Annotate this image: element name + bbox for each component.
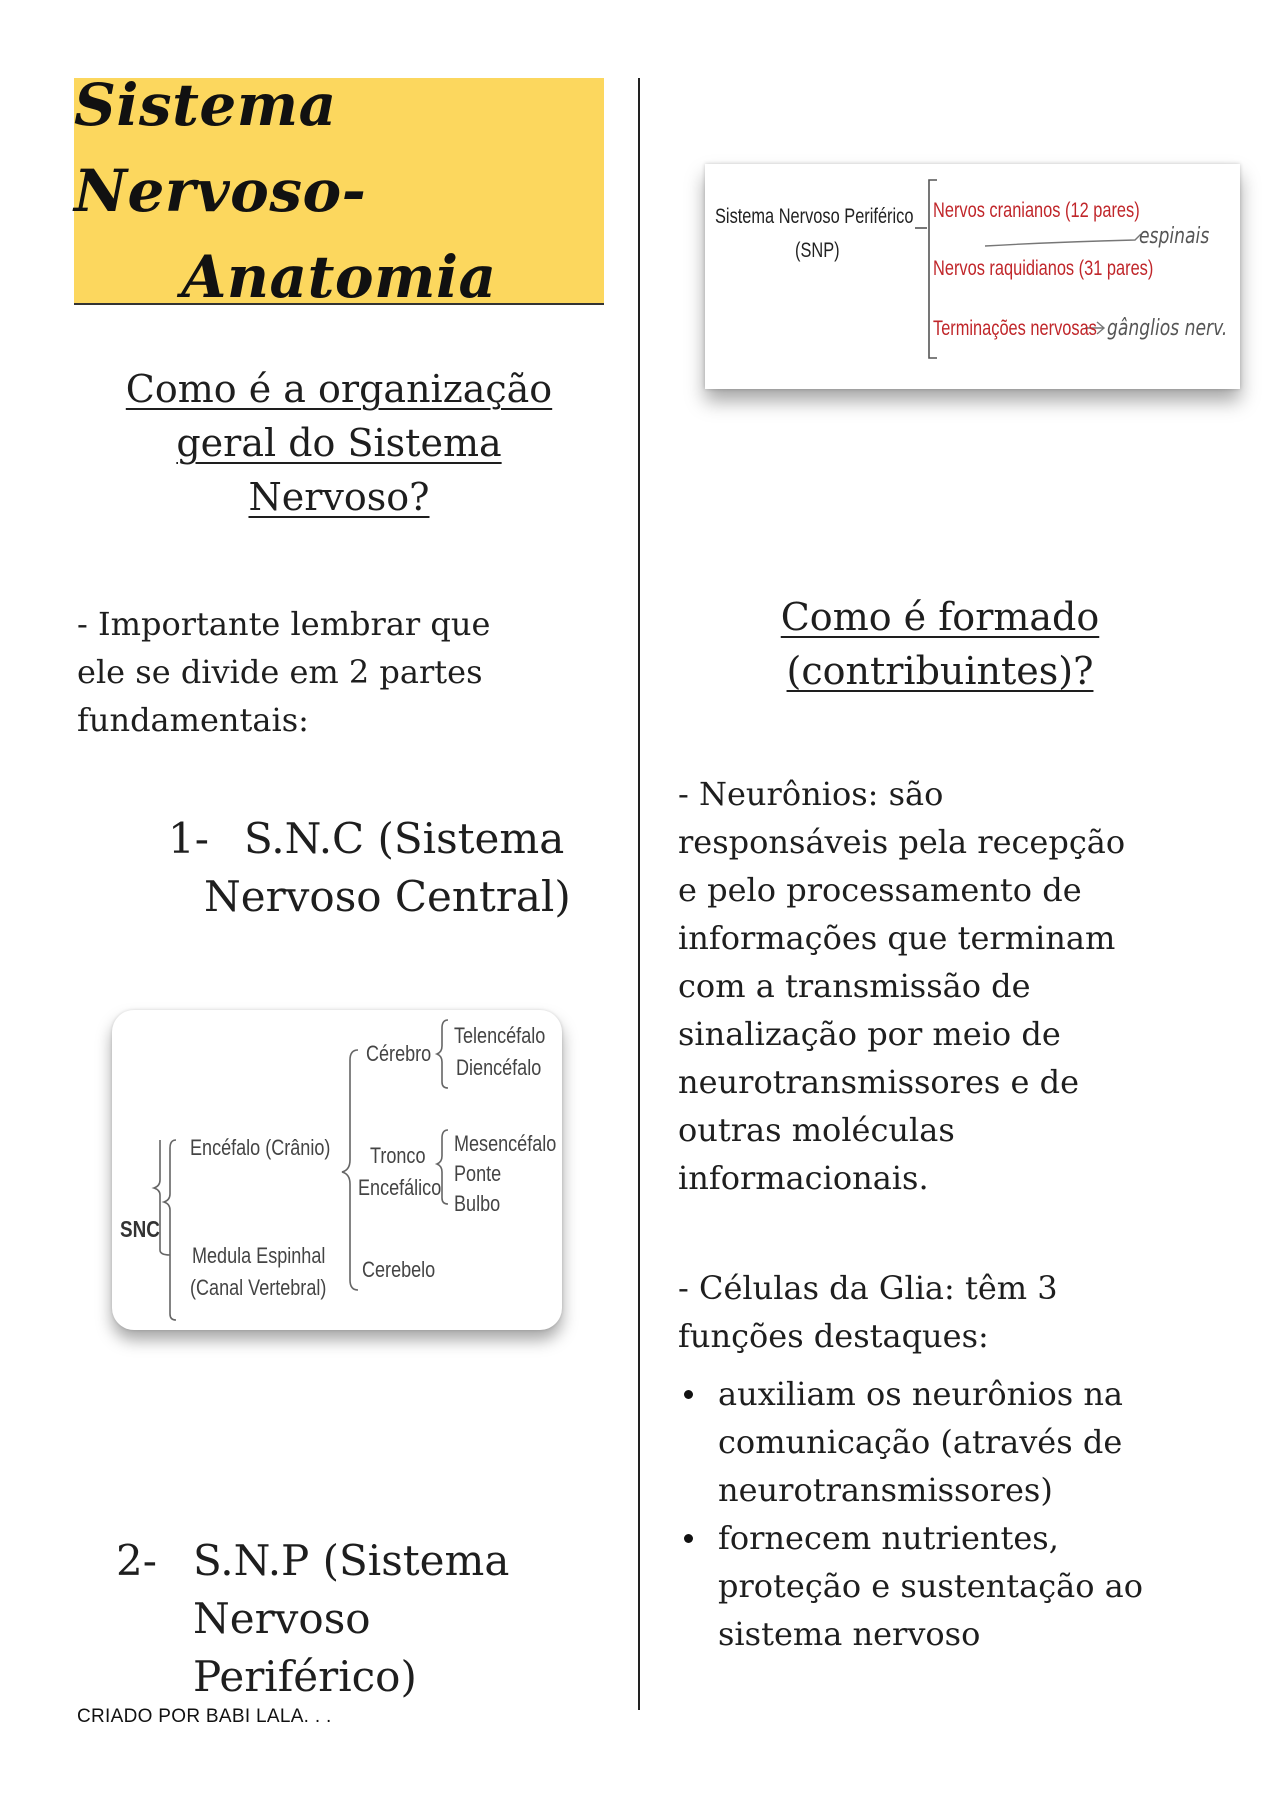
glia-function-item xyxy=(678,1370,1268,1514)
left-question-line-2: geral do Sistema xyxy=(176,421,502,465)
left-question-line-1: Como é a organização xyxy=(125,367,553,411)
column-divider xyxy=(638,78,640,1710)
item-1-number: 1- xyxy=(168,814,209,863)
footer-credit: CRIADO POR BABI LALA. . . xyxy=(77,1706,332,1727)
bullet-1-line-1: auxiliam os neurônios na xyxy=(718,1375,1123,1413)
intro-line-3: fundamentais: xyxy=(77,701,309,739)
item-1-line-2: Nervoso Central) xyxy=(204,872,571,921)
neuronios-line-4: informações que terminam xyxy=(678,919,1116,957)
snc-diencefalo: Diencéfalo xyxy=(456,1055,542,1080)
glia-paragraph xyxy=(678,1264,1258,1360)
snp-terminacoes: Terminações nervosas xyxy=(933,317,1097,340)
snp-raquidianos: Nervos raquidianos (31 pares) xyxy=(933,257,1154,280)
neuronios-line-1: - Neurônios: são xyxy=(678,775,944,813)
snc-cerebro: Cérebro xyxy=(366,1041,432,1066)
intro-line-2: ele se divide em 2 partes xyxy=(77,653,483,691)
neuronios-paragraph xyxy=(678,770,1258,1202)
bullet-2-line-1: fornecem nutrientes, xyxy=(718,1519,1059,1557)
snc-encefalo: Encéfalo (Crânio) xyxy=(190,1135,331,1160)
bullet-1-line-2: comunicação (através de xyxy=(718,1423,1123,1461)
bracket-encefalo-group xyxy=(342,1050,358,1290)
item-2-line-3: Periférico) xyxy=(193,1652,417,1701)
item-2-line-2: Nervoso xyxy=(193,1594,371,1643)
snc-ponte: Ponte xyxy=(454,1161,502,1186)
neuronios-line-6: sinalização por meio de xyxy=(678,1015,1061,1053)
snp-diagram xyxy=(705,164,1240,389)
snc-root-label: SNC xyxy=(120,1216,160,1242)
item-2-number: 2- xyxy=(116,1536,157,1585)
snp-note-espinais: espinais xyxy=(1139,224,1210,249)
intro-paragraph xyxy=(77,600,617,744)
neuronios-line-5: com a transmissão de xyxy=(678,967,1031,1005)
snc-medula-1: Medula Espinhal xyxy=(192,1243,326,1268)
espinais-arrow xyxy=(985,234,1141,246)
snc-tronco-2: Encefálico xyxy=(358,1175,442,1200)
neuronios-line-8: outras moléculas xyxy=(678,1111,955,1149)
snp-root-line-2: (SNP) xyxy=(795,239,840,262)
snp-root-line-1: Sistema Nervoso Periférico xyxy=(715,205,914,228)
neuronios-line-3: e pelo processamento de xyxy=(678,871,1082,909)
snc-tronco-1: Tronco xyxy=(370,1143,426,1168)
snc-cerebelo: Cerebelo xyxy=(362,1257,436,1282)
glia-line-2: funções destaques: xyxy=(678,1317,989,1355)
right-question-heading xyxy=(680,590,1200,698)
item-1-line-1: S.N.C (Sistema xyxy=(244,814,565,863)
title-line-2: Anatomia xyxy=(181,242,497,311)
glia-function-item xyxy=(678,1514,1268,1658)
left-question-heading xyxy=(74,362,604,524)
title-banner xyxy=(74,70,604,311)
right-question-line-1: Como é formado xyxy=(780,595,1100,639)
item-2-line-1: S.N.P (Sistema xyxy=(193,1536,510,1585)
bullet-1-line-3: neurotransmissores) xyxy=(718,1471,1053,1509)
intro-line-1: - Importante lembrar que xyxy=(77,605,491,643)
title-line-1: Sistema Nervoso- xyxy=(74,70,367,225)
right-question-line-2: (contribuintes)? xyxy=(786,649,1094,693)
neuronios-line-2: responsáveis pela recepção xyxy=(678,823,1126,861)
bracket-medula xyxy=(164,1140,176,1320)
snc-telencefalo: Telencéfalo xyxy=(454,1023,546,1048)
snc-mesencefalo: Mesencéfalo xyxy=(454,1131,557,1156)
neuronios-line-7: neurotransmissores e de xyxy=(678,1063,1080,1101)
bullet-2-line-2: proteção e sustentação ao xyxy=(718,1567,1143,1605)
snc-bulbo: Bulbo xyxy=(454,1191,501,1216)
bracket-cerebro xyxy=(437,1020,448,1088)
neuronios-line-9: informacionais. xyxy=(678,1159,929,1197)
glia-line-1: - Células da Glia: têm 3 xyxy=(678,1269,1058,1307)
snc-medula-2: (Canal Vertebral) xyxy=(190,1275,327,1300)
snp-cranianos: Nervos cranianos (12 pares) xyxy=(933,199,1140,222)
glia-functions-list xyxy=(678,1370,1268,1658)
snc-diagram xyxy=(112,1010,562,1330)
snp-note-ganglios: gânglios nerv. xyxy=(1107,316,1228,341)
bullet-2-line-3: sistema nervoso xyxy=(718,1615,981,1653)
left-question-line-3: Nervoso? xyxy=(248,475,430,519)
